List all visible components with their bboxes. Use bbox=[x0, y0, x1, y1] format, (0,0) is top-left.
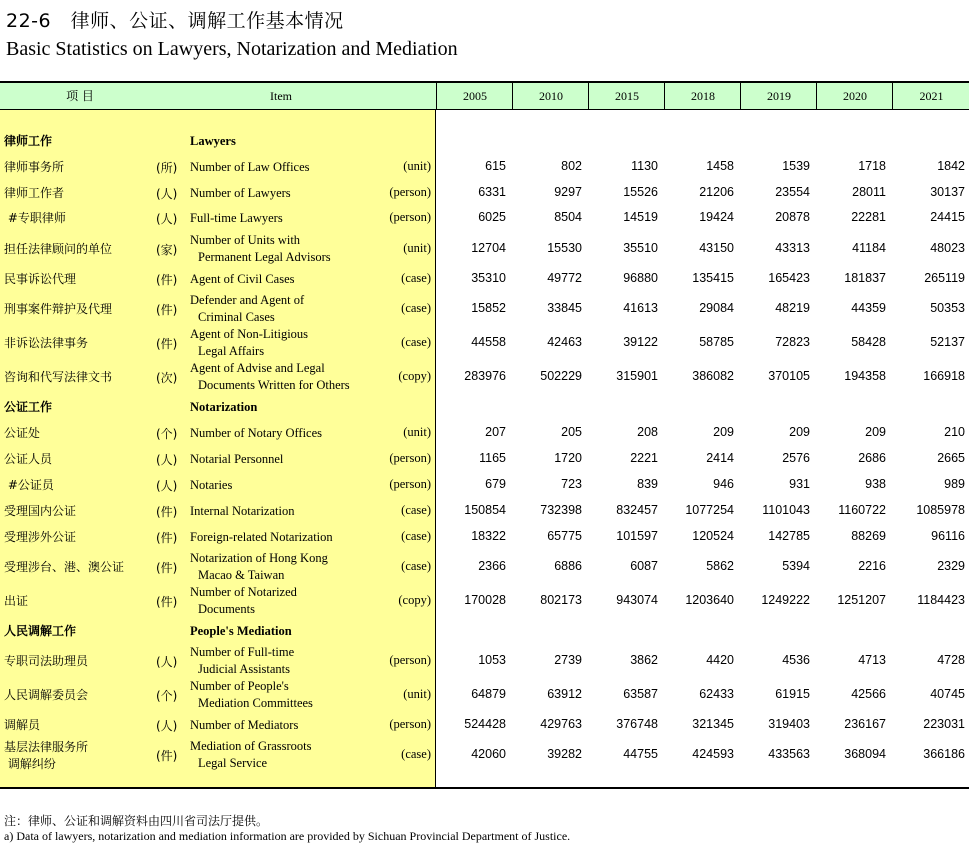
value-cell: 205 bbox=[561, 425, 582, 439]
row-label-en bbox=[190, 584, 297, 618]
value-cell: 41184 bbox=[852, 241, 886, 255]
value-cell: 386082 bbox=[692, 369, 734, 383]
row-label-cn: 出证 bbox=[4, 594, 29, 608]
value-cell: 615 bbox=[485, 159, 506, 173]
row-label-cn: 律师工作者 bbox=[4, 186, 65, 200]
value-cell: 319403 bbox=[768, 717, 810, 731]
value-cell: 15852 bbox=[471, 301, 506, 315]
value-cell: 1160722 bbox=[838, 503, 886, 517]
row-label-en bbox=[190, 232, 331, 266]
unit-cn: (人) bbox=[156, 655, 178, 669]
unit-en: (case) bbox=[401, 503, 431, 517]
value-cell: 72823 bbox=[775, 335, 810, 349]
value-cell: 2576 bbox=[782, 451, 810, 465]
value-cell: 1101043 bbox=[762, 503, 810, 517]
row-label-cn: 民事诉讼代理 bbox=[4, 272, 77, 286]
value-cell: 2739 bbox=[554, 653, 582, 667]
value-cell: 207 bbox=[485, 425, 506, 439]
value-cell: 142785 bbox=[768, 529, 810, 543]
value-cell: 6331 bbox=[478, 185, 506, 199]
unit-cn: (次) bbox=[156, 371, 178, 385]
header-year: 2005 bbox=[436, 83, 513, 109]
value-cell: 35510 bbox=[623, 241, 658, 255]
value-cell: 9297 bbox=[554, 185, 582, 199]
unit-en: (person) bbox=[389, 653, 431, 667]
value-cell: 1720 bbox=[554, 451, 582, 465]
row-label-cn: 受理涉台、港、澳公证 bbox=[4, 560, 125, 574]
value-cell: 1077254 bbox=[685, 503, 734, 517]
unit-cn: (人) bbox=[156, 719, 178, 733]
value-cell: 6087 bbox=[630, 559, 658, 573]
unit-en: (person) bbox=[389, 210, 431, 224]
row-label-cn: 非诉讼法律事务 bbox=[4, 336, 89, 350]
label-line: Mediation Committees bbox=[198, 696, 313, 710]
value-cell: 1184423 bbox=[917, 593, 965, 607]
value-cell: 1842 bbox=[937, 159, 965, 173]
row-label-cn: 公证处 bbox=[4, 426, 41, 440]
label-line: Defender and Agent of bbox=[190, 293, 305, 307]
label-line: Legal Affairs bbox=[198, 344, 265, 358]
unit-cn: (件) bbox=[156, 749, 178, 763]
label-line: Agent of Advise and Legal bbox=[190, 361, 325, 375]
value-cell: 135415 bbox=[692, 271, 734, 285]
unit-en: (case) bbox=[401, 301, 431, 315]
row-label-cn: 专职司法助理员 bbox=[4, 654, 89, 668]
row-label-en bbox=[190, 210, 283, 227]
value-cell: 931 bbox=[789, 477, 810, 491]
value-cell: 265119 bbox=[924, 271, 965, 285]
value-cell: 209 bbox=[865, 425, 886, 439]
header-year: 2018 bbox=[664, 83, 741, 109]
label-line: Number of Notary Offices bbox=[190, 425, 323, 440]
value-cell: 832457 bbox=[616, 503, 658, 517]
header-year: 2010 bbox=[512, 83, 589, 109]
value-cell: 49772 bbox=[547, 271, 582, 285]
label-line: Number of People's bbox=[190, 679, 289, 693]
row-label-cn: 基层法律服务所 调解纠纷 bbox=[4, 739, 89, 771]
value-cell: 30137 bbox=[930, 185, 965, 199]
row-label-en bbox=[190, 425, 322, 442]
header-year: 2020 bbox=[816, 83, 893, 109]
row-label-cn: 受理国内公证 bbox=[4, 504, 77, 518]
header-year: 2015 bbox=[588, 83, 665, 109]
unit-en: (case) bbox=[401, 271, 431, 285]
label-line: Mediation of Grassroots bbox=[190, 739, 312, 753]
unit-en: (case) bbox=[401, 559, 431, 573]
row-label-en bbox=[190, 185, 291, 202]
value-cell: 321345 bbox=[692, 717, 734, 731]
value-cell: 1203640 bbox=[685, 593, 734, 607]
value-cell: 943074 bbox=[616, 593, 658, 607]
label-line: Notaries bbox=[190, 477, 233, 492]
label-line: Number of Mediators bbox=[190, 717, 299, 732]
value-cell: 732398 bbox=[540, 503, 582, 517]
value-cell: 50353 bbox=[930, 301, 965, 315]
row-label-en bbox=[190, 503, 294, 520]
value-cell: 88269 bbox=[851, 529, 886, 543]
value-cell: 283976 bbox=[464, 369, 506, 383]
row-label-en bbox=[190, 529, 333, 546]
value-cell: 28011 bbox=[852, 185, 886, 199]
unit-en: (copy) bbox=[398, 593, 431, 607]
value-cell: 43150 bbox=[699, 241, 734, 255]
value-cell: 194358 bbox=[844, 369, 886, 383]
unit-cn: (件) bbox=[156, 303, 178, 317]
value-cell: 43313 bbox=[775, 241, 810, 255]
value-cell: 1085978 bbox=[916, 503, 965, 517]
row-label-cn: 律师事务所 bbox=[4, 160, 65, 174]
label-line: Legal Service bbox=[198, 756, 268, 770]
unit-cn: (人) bbox=[156, 187, 178, 201]
value-cell: 370105 bbox=[768, 369, 810, 383]
value-cell: 223031 bbox=[923, 717, 965, 731]
row-label-cn: 人民调解委员会 bbox=[4, 688, 89, 702]
value-cell: 166918 bbox=[923, 369, 965, 383]
label-line: Number of Units with bbox=[190, 233, 301, 247]
unit-cn: (件) bbox=[156, 337, 178, 351]
label-line: Permanent Legal Advisors bbox=[198, 250, 331, 264]
unit-cn: (所) bbox=[156, 161, 178, 175]
value-cell: 14519 bbox=[623, 210, 658, 224]
label-line: Agent of Non-Litigious bbox=[190, 327, 309, 341]
value-cell: 48023 bbox=[930, 241, 965, 255]
row-label-cn: 咨询和代写法律文书 bbox=[4, 370, 113, 384]
label-line: Judicial Assistants bbox=[198, 662, 291, 676]
value-cell: 6025 bbox=[478, 210, 506, 224]
unit-cn: (件) bbox=[156, 595, 178, 609]
label-line: Number of Full-time bbox=[190, 645, 295, 659]
value-cell: 502229 bbox=[540, 369, 582, 383]
header-year: 2021 bbox=[892, 83, 969, 109]
value-cell: 120524 bbox=[692, 529, 734, 543]
row-label-cn: 人民调解工作 bbox=[4, 624, 77, 638]
value-cell: 44558 bbox=[471, 335, 506, 349]
unit-en: (case) bbox=[401, 335, 431, 349]
value-cell: 5862 bbox=[706, 559, 734, 573]
value-cell: 2686 bbox=[858, 451, 886, 465]
value-cell: 802173 bbox=[540, 593, 582, 607]
row-label-cn: 律师工作 bbox=[4, 134, 53, 148]
row-label-cn: 受理涉外公证 bbox=[4, 530, 77, 544]
value-cell: 101597 bbox=[616, 529, 658, 543]
unit-en: (person) bbox=[389, 451, 431, 465]
value-cell: 1251207 bbox=[837, 593, 886, 607]
value-cell: 65775 bbox=[547, 529, 582, 543]
value-cell: 368094 bbox=[844, 747, 886, 761]
value-cell: 315901 bbox=[616, 369, 658, 383]
label-line: Number of Law Offices bbox=[190, 159, 310, 174]
label-line: Criminal Cases bbox=[198, 310, 275, 324]
row-label-en bbox=[190, 678, 313, 712]
bottom-rule bbox=[0, 787, 969, 789]
value-cell: 433563 bbox=[768, 747, 810, 761]
value-cell: 4420 bbox=[706, 653, 734, 667]
header-item-en: Item bbox=[270, 89, 292, 103]
value-cell: 4713 bbox=[858, 653, 886, 667]
footnote-cn: 注：律师、公证和调解资料由四川省司法厅提供。 bbox=[4, 814, 269, 828]
value-cell: 524428 bbox=[464, 717, 506, 731]
label-line: Foreign-related Notarization bbox=[190, 529, 333, 544]
value-cell: 170028 bbox=[464, 593, 506, 607]
value-cell: 236167 bbox=[844, 717, 886, 731]
value-cell: 44359 bbox=[851, 301, 886, 315]
label-line: Number of Lawyers bbox=[190, 185, 291, 200]
value-cell: 209 bbox=[713, 425, 734, 439]
table-title-en: Basic Statistics on Lawyers, Notarization and Mediation bbox=[6, 38, 458, 60]
value-cell: 946 bbox=[713, 477, 734, 491]
value-cell: 210 bbox=[944, 425, 965, 439]
value-cell: 21206 bbox=[699, 185, 734, 199]
value-cell: 15526 bbox=[623, 185, 658, 199]
section-label-en: Lawyers bbox=[190, 134, 236, 148]
value-cell: 63587 bbox=[623, 687, 658, 701]
value-cell: 1165 bbox=[479, 451, 506, 465]
row-label-cn: #专职律师 bbox=[4, 211, 66, 225]
row-label-en bbox=[190, 644, 294, 678]
row-label-cn: 调解员 bbox=[4, 718, 41, 732]
value-cell: 58428 bbox=[851, 335, 886, 349]
value-cell: 33845 bbox=[547, 301, 582, 315]
unit-en: (person) bbox=[389, 477, 431, 491]
label-line: Documents bbox=[198, 602, 255, 616]
value-cell: 44755 bbox=[623, 747, 658, 761]
value-cell: 1130 bbox=[631, 159, 658, 173]
value-cell: 1053 bbox=[478, 653, 506, 667]
value-cell: 989 bbox=[944, 477, 965, 491]
value-cell: 96116 bbox=[931, 529, 965, 543]
value-cell: 42566 bbox=[851, 687, 886, 701]
value-cell: 22281 bbox=[851, 210, 886, 224]
label-line: Notarial Personnel bbox=[190, 451, 284, 466]
value-cell: 2414 bbox=[706, 451, 734, 465]
row-label-en bbox=[190, 292, 304, 326]
unit-en: (unit) bbox=[403, 159, 431, 173]
row-label-en bbox=[190, 477, 232, 494]
value-cell: 48219 bbox=[775, 301, 810, 315]
value-cell: 2221 bbox=[630, 451, 658, 465]
table-header bbox=[0, 83, 969, 110]
value-cell: 366186 bbox=[923, 747, 965, 761]
unit-en: (unit) bbox=[403, 687, 431, 701]
year-headers bbox=[0, 83, 969, 109]
value-cell: 24415 bbox=[930, 210, 965, 224]
unit-cn: (件) bbox=[156, 531, 178, 545]
value-cell: 2329 bbox=[937, 559, 965, 573]
value-cell: 802 bbox=[561, 159, 582, 173]
value-cell: 3862 bbox=[630, 653, 658, 667]
value-cell: 424593 bbox=[692, 747, 734, 761]
value-cell: 723 bbox=[561, 477, 582, 491]
row-label-cn: 公证工作 bbox=[4, 400, 53, 414]
value-cell: 18322 bbox=[471, 529, 506, 543]
unit-en: (case) bbox=[401, 747, 431, 761]
label-line: Documents Written for Others bbox=[198, 378, 350, 392]
value-cell: 376748 bbox=[616, 717, 658, 731]
value-cell: 5394 bbox=[782, 559, 810, 573]
section-label-en: Notarization bbox=[190, 400, 258, 414]
value-cell: 839 bbox=[637, 477, 658, 491]
value-cell: 8504 bbox=[554, 210, 582, 224]
value-cell: 181837 bbox=[844, 271, 886, 285]
section-label-en: People's Mediation bbox=[190, 624, 292, 638]
footnote-en: a) Data of lawyers, notarization and mediation information are provided by Sichuan Provincial Department of Justice. bbox=[4, 829, 571, 843]
label-line: Internal Notarization bbox=[190, 503, 295, 518]
header-year: 2019 bbox=[740, 83, 817, 109]
value-cell: 40745 bbox=[930, 687, 965, 701]
unit-cn: (件) bbox=[156, 561, 178, 575]
unit-en: (unit) bbox=[403, 241, 431, 255]
value-cell: 150854 bbox=[464, 503, 506, 517]
value-cell: 62433 bbox=[699, 687, 734, 701]
value-cell: 12704 bbox=[471, 241, 506, 255]
value-cell: 64879 bbox=[471, 687, 506, 701]
value-cell: 2366 bbox=[478, 559, 506, 573]
value-cell: 1458 bbox=[706, 159, 734, 173]
value-cell: 29084 bbox=[699, 301, 734, 315]
value-cell: 58785 bbox=[699, 335, 734, 349]
row-label-cn: 担任法律顾问的单位 bbox=[4, 242, 113, 256]
label-line: Notarization of Hong Kong bbox=[190, 551, 328, 565]
value-cell: 20878 bbox=[775, 210, 810, 224]
value-cell: 61915 bbox=[775, 687, 810, 701]
row-label-en bbox=[190, 326, 308, 360]
value-cell: 938 bbox=[865, 477, 886, 491]
value-cell: 19424 bbox=[699, 210, 734, 224]
value-cell: 4728 bbox=[937, 653, 965, 667]
value-cell: 1718 bbox=[858, 159, 886, 173]
value-cell: 41613 bbox=[623, 301, 658, 315]
value-cell: 39282 bbox=[547, 747, 582, 761]
row-label-en bbox=[190, 717, 298, 734]
unit-cn: (个) bbox=[156, 689, 178, 703]
unit-cn: (件) bbox=[156, 505, 178, 519]
unit-cn: (人) bbox=[156, 479, 178, 493]
unit-en: (case) bbox=[401, 529, 431, 543]
value-cell: 52137 bbox=[930, 335, 965, 349]
row-label-cn: #公证员 bbox=[4, 478, 54, 492]
value-cell: 42463 bbox=[547, 335, 582, 349]
label-line: Agent of Civil Cases bbox=[190, 271, 295, 286]
unit-cn: (人) bbox=[156, 212, 178, 226]
value-cell: 35310 bbox=[471, 271, 506, 285]
value-cell: 208 bbox=[637, 425, 658, 439]
unit-cn: (个) bbox=[156, 427, 178, 441]
value-cell: 2665 bbox=[937, 451, 965, 465]
unit-en: (unit) bbox=[403, 425, 431, 439]
value-cell: 4536 bbox=[782, 653, 810, 667]
row-label-en bbox=[190, 738, 312, 772]
row-label-cn: 公证人员 bbox=[4, 452, 53, 466]
unit-cn: (件) bbox=[156, 273, 178, 287]
header-item-cn: 项 目 bbox=[66, 89, 94, 103]
unit-en: (person) bbox=[389, 717, 431, 731]
value-cell: 15530 bbox=[547, 241, 582, 255]
value-cell: 6886 bbox=[554, 559, 582, 573]
value-cell: 63912 bbox=[547, 687, 582, 701]
row-label-cn: 刑事案件辩护及代理 bbox=[4, 302, 113, 316]
value-cell: 96880 bbox=[623, 271, 658, 285]
row-label-en bbox=[190, 271, 295, 288]
label-line: Macao & Taiwan bbox=[198, 568, 285, 582]
row-label-en bbox=[190, 451, 283, 468]
value-cell: 2216 bbox=[858, 559, 886, 573]
row-label-en bbox=[190, 360, 350, 394]
table-title-cn: 22-6 律师、公证、调解工作基本情况 bbox=[6, 10, 344, 32]
value-cell: 209 bbox=[789, 425, 810, 439]
value-cell: 165423 bbox=[768, 271, 810, 285]
value-cell: 1249222 bbox=[761, 593, 810, 607]
value-cell: 42060 bbox=[471, 747, 506, 761]
label-line: Full-time Lawyers bbox=[190, 210, 283, 225]
label-line: Number of Notarized bbox=[190, 585, 297, 599]
value-cell: 23554 bbox=[775, 185, 810, 199]
value-cell: 1539 bbox=[782, 159, 810, 173]
unit-en: (copy) bbox=[398, 369, 431, 383]
row-label-en bbox=[190, 550, 328, 584]
value-cell: 39122 bbox=[623, 335, 658, 349]
unit-cn: (家) bbox=[156, 243, 178, 257]
unit-cn: (人) bbox=[156, 453, 178, 467]
value-cell: 679 bbox=[485, 477, 506, 491]
row-label-en bbox=[190, 159, 310, 176]
unit-en: (person) bbox=[389, 185, 431, 199]
value-cell: 429763 bbox=[540, 717, 582, 731]
